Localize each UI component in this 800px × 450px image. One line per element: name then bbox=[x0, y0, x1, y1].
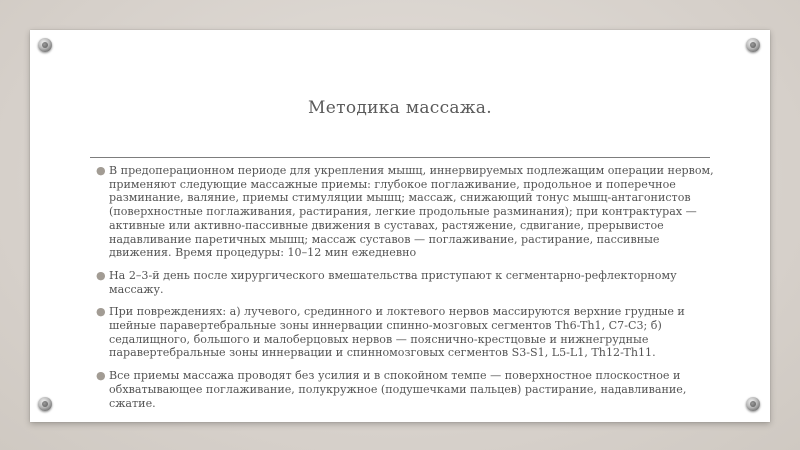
list-item bbox=[96, 369, 720, 410]
list-item bbox=[96, 305, 720, 360]
list-item bbox=[96, 269, 720, 296]
pushpin-icon bbox=[38, 38, 52, 52]
bullet-circle-icon: ● bbox=[96, 268, 106, 282]
list-item-text: В предоперационном периоде для укрепления мышц, иннервируемых подлежащим операции нервом, применяют следующие массажные приемы: глубокое поглаживание, продольное и поперечное разминание, валяние, приемы стимуляции мышц; массаж, снижающий тонус мышц-антагонистов (поверхностные поглаживания, растирания, легкие продольные разминания); при контрактурах — активные или активно-пассивные движения в суставах, растяжение, сдвигание, прерывистое надавливание паретичных мышц; массаж суставов — поглаживание, растирание, пассивные движения. Время процедуры: 10–12 мин ежедневно bbox=[109, 164, 714, 260]
bullet-circle-icon: ● bbox=[96, 164, 106, 177]
list-item-text: При повреждениях: а) лучевого, срединного и локтевого нервов массируются верхние грудные и шейные паравертебральные зоны иннервации спинно-мозговых сегментов Th6-Th1, С7-С3; б) седалищного, большого и малоберцовых нервов — пояснично-крестцовые и нижнегрудные паравертебральные зоны иннервации и спинномозговых сегментов S3-S1, L5-L1, Th12-Th11. bbox=[109, 305, 685, 360]
pushpin-icon bbox=[746, 38, 760, 52]
slide-title: Методика массажа. bbox=[308, 98, 492, 118]
pushpin-icon bbox=[38, 397, 52, 411]
list-item bbox=[96, 164, 720, 260]
pushpin-icon bbox=[746, 397, 760, 411]
title-divider bbox=[90, 157, 710, 158]
slide-body bbox=[96, 164, 720, 419]
list-item-text: На 2–3-й день после хирургического вмешательства приступают к сегментарно-рефлекторному массажу. bbox=[109, 268, 677, 296]
bullet-circle-icon: ● bbox=[96, 369, 106, 383]
bullet-circle-icon: ● bbox=[96, 305, 106, 319]
list-item-text: Все приемы массажа проводят без усилия и в спокойном темпе — поверхностное плоскостное и обхватывающее поглаживание, полукружное (подушечками пальцев) растирание, надавливание, сжатие. bbox=[109, 369, 687, 410]
